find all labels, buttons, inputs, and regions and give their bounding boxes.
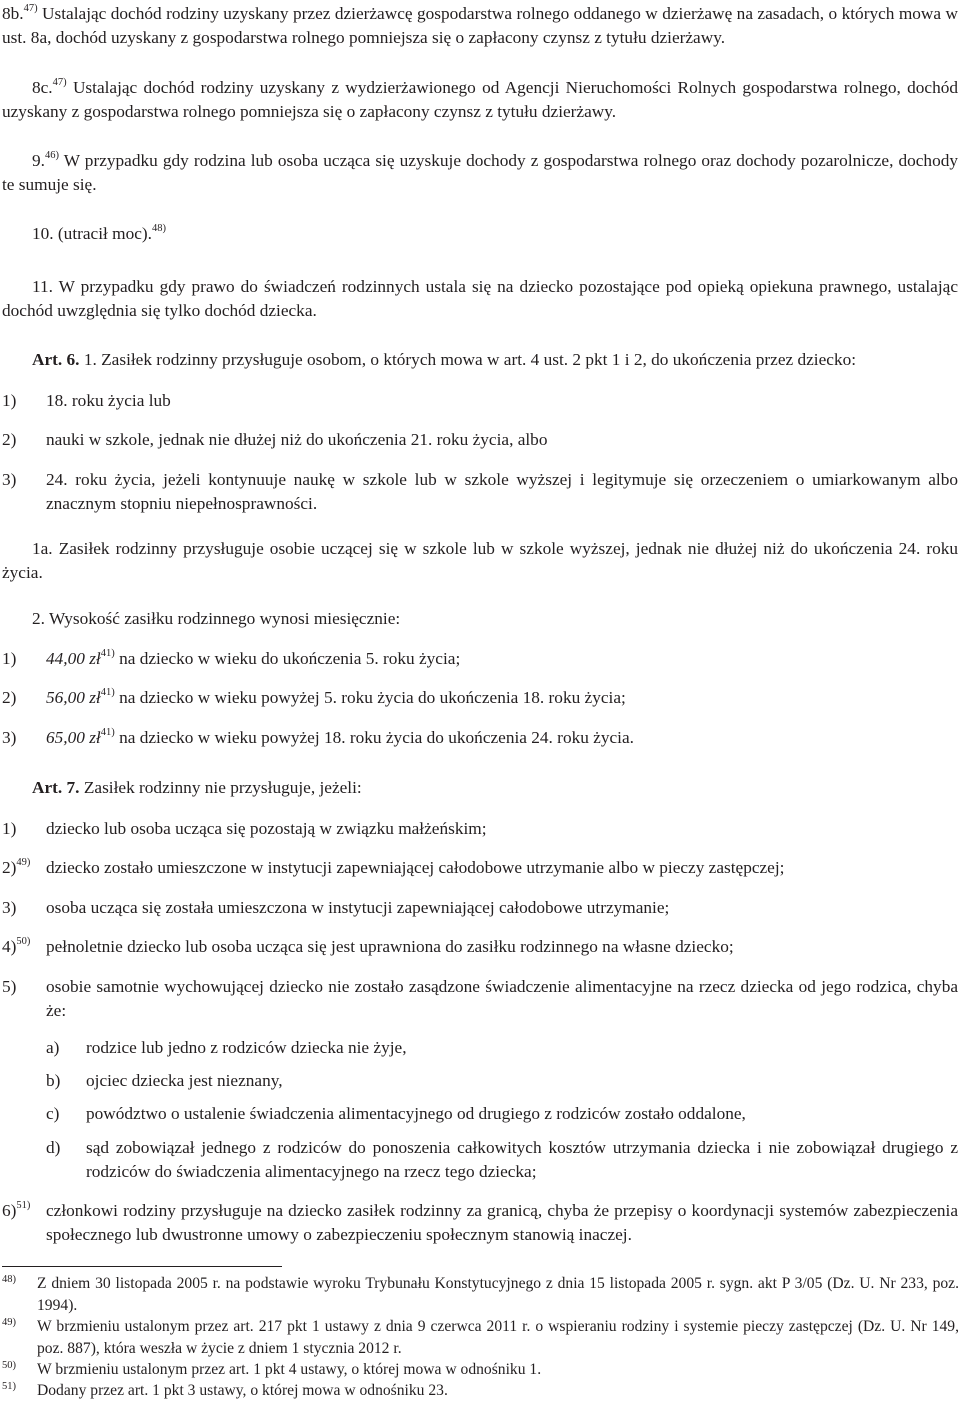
para-8c: 8c.$^{47)}$ Ustalając dochód rodziny uzyskany z wydzierżawionego od Agencji Nieruchomości Rolnych gospodarstwa rolnego, dochód uzyskany z gospodarstwa rolnego pomniejsza się o zapłacony czynsz z tytułu dzierżawy. (2, 77, 958, 121)
art7-item-3-num: 3) (2, 898, 17, 917)
para-2-amount-intro: 2. Wysokość zasiłku rodzinnego wynosi miesięcznie: (32, 609, 401, 628)
footnote-50: 50) W brzmieniu ustalonym przez art. 1 pkt 4 ustawy, o której mowa w odnośniku 1. (2, 1360, 542, 1378)
art7-sub-d-num: d) (46, 1138, 61, 1157)
art7-sub-a: rodzice lub jedno z rodziców dziecka nie żyje, (86, 1038, 407, 1057)
art7-sub-a-num: a) (46, 1038, 60, 1057)
art7-sub-d: sąd zobowiązał jednego z rodziców do ponoszenia całkowitych kosztów utrzymania dziecka i nie zobowiązał drugiego z rodziców do świadczenia alimentacyjnego na rzecz tego dziecka; (86, 1138, 958, 1181)
footnote-49: 49) W brzmieniu ustalonym przez art. 217 pkt 1 ustawy z dnia 9 czerwca 2011 r. o wspieraniu rodziny i systemie pieczy zastępczej (Dz. U. Nr 149, poz. 887), która weszła w życie z dniem 1 stycznia 2012 r. (2, 1317, 959, 1357)
art7-sub-b: ojciec dziecka jest nieznany, (86, 1071, 283, 1090)
para-1a: 1a. Zasiłek rodzinny przysługuje osobie uczącej się w szkole lub w szkole wyższej, jednak nie dłużej niż do ukończenia 24. roku życia. (2, 539, 958, 582)
art7-item-2: dziecko zostało umieszczone w instytucji zapewniającej całodobowe utrzymanie albo w pieczy zastępczej; (46, 858, 785, 877)
para-8b: 8b.$^{47)}$ Ustalając dochód rodziny uzyskany przez dzierżawcę gospodarstwa rolnego oddanego w dzierżawę na zasadach, o których mowa w ust. 8a, dochód uzyskany z gospodarstwa rolnego pomniejsza się o zapłacony czynsz z tytułu dzierżawy. (2, 3, 958, 47)
footnote-separator (2, 1266, 282, 1267)
art7-item-5: osobie samotnie wychowującej dziecko nie zostało zasądzone świadczenie alimentacyjne na rzecz dziecka od jego rodzica, chyba że: (46, 977, 958, 1020)
art7-item-3: osoba ucząca się została umieszczona w instytucji zapewniającej całodobowe utrzymanie; (46, 898, 670, 917)
amount-2-num: 2) (2, 688, 17, 707)
art7-item-1: dziecko lub osoba ucząca się pozostają w związku małżeńskim; (46, 819, 487, 838)
art7-sub-c: powództwo o ustalenie świadczenia alimentacyjnego od drugiego z rodziców zostało oddalone, (86, 1104, 746, 1123)
art7-item-6-num: 6)$^{51)}$ (2, 1200, 31, 1220)
art7-item-4-num: 4)$^{50)}$ (2, 936, 31, 956)
art6-item-2: nauki w szkole, jednak nie dłużej niż do ukończenia 21. roku życia, albo (46, 430, 548, 449)
para-9: 9.$^{46)}$ W przypadku gdy rodzina lub osoba ucząca się uzyskuje dochody z gospodarstwa rolnego oraz dochody pozarolnicze, dochody te sumuje się. (2, 150, 958, 194)
amount-1-num: 1) (2, 649, 17, 668)
amount-3-num: 3) (2, 728, 17, 747)
art7-item-1-num: 1) (2, 819, 17, 838)
art7-item-4: pełnoletnie dziecko lub osoba ucząca się jest uprawniona do zasiłku rodzinnego na własne dziecko; (46, 937, 734, 956)
art6-heading: Art. 6. 1. Zasiłek rodzinny przysługuje osobom, o których mowa w art. 4 ust. 2 pkt 1 i 2, do ukończenia przez dziecko: (32, 350, 857, 369)
amount-1: 44,00 $zł^{41)}$ na dziecko w wieku do ukończenia 5. roku życia; (46, 648, 461, 668)
art7-item-2-num: 2)$^{49)}$ (2, 857, 31, 877)
para-10: 10. (utracił moc).$^{48)}$ (32, 223, 166, 243)
amount-2: 56,00 $zł^{41)}$ na dziecko w wieku powyżej 5. roku życia do ukończenia 18. roku życia; (46, 687, 626, 707)
art7-heading: Art. 7. Zasiłek rodzinny nie przysługuje, jeżeli: (32, 778, 362, 797)
art6-item-3-num: 3) (2, 470, 17, 489)
art7-sub-b-num: b) (46, 1071, 61, 1090)
para-11: 11. W przypadku gdy prawo do świadczeń rodzinnych ustala się na dziecko pozostające pod opieką opiekuna prawnego, ustalając dochód uwzględnia się tylko dochód dziecka. (2, 277, 958, 320)
art7-item-5-num: 5) (2, 977, 17, 996)
art6-item-1-num: 1) (2, 391, 17, 410)
art6-item-2-num: 2) (2, 430, 17, 449)
art6-item-1: 18. roku życia lub (46, 391, 171, 410)
footnote-51: 51) Dodany przez art. 1 pkt 3 ustawy, o której mowa w odnośniku 23. (2, 1381, 448, 1399)
art6-item-3: 24. roku życia, jeżeli kontynuuje naukę w szkole lub w szkole wyższej i legitymuje się orzeczeniem o umiarkowanym albo znacznym stopniu niepełnosprawności. (46, 470, 958, 513)
footnote-48: 48) Z dniem 30 listopada 2005 r. na podstawie wyroku Trybunału Konstytucyjnego z dnia 15 listopada 2005 r. sygn. akt P 3/05 (Dz. U. Nr 233, poz. 1994). (2, 1274, 959, 1314)
amount-3: 65,00 $zł^{41)}$ na dziecko w wieku powyżej 18. roku życia do ukończenia 24. roku życia. (46, 727, 634, 747)
art7-sub-c-num: c) (46, 1104, 60, 1123)
art7-item-6: członkowi rodziny przysługuje na dziecko zasiłek rodzinny za granicą, chyba że przepisy o koordynacji systemów zabezpieczenia społecznego lub dwustronne umowy o zabezpieczeniu społecznym stanowią inaczej. (46, 1201, 958, 1244)
